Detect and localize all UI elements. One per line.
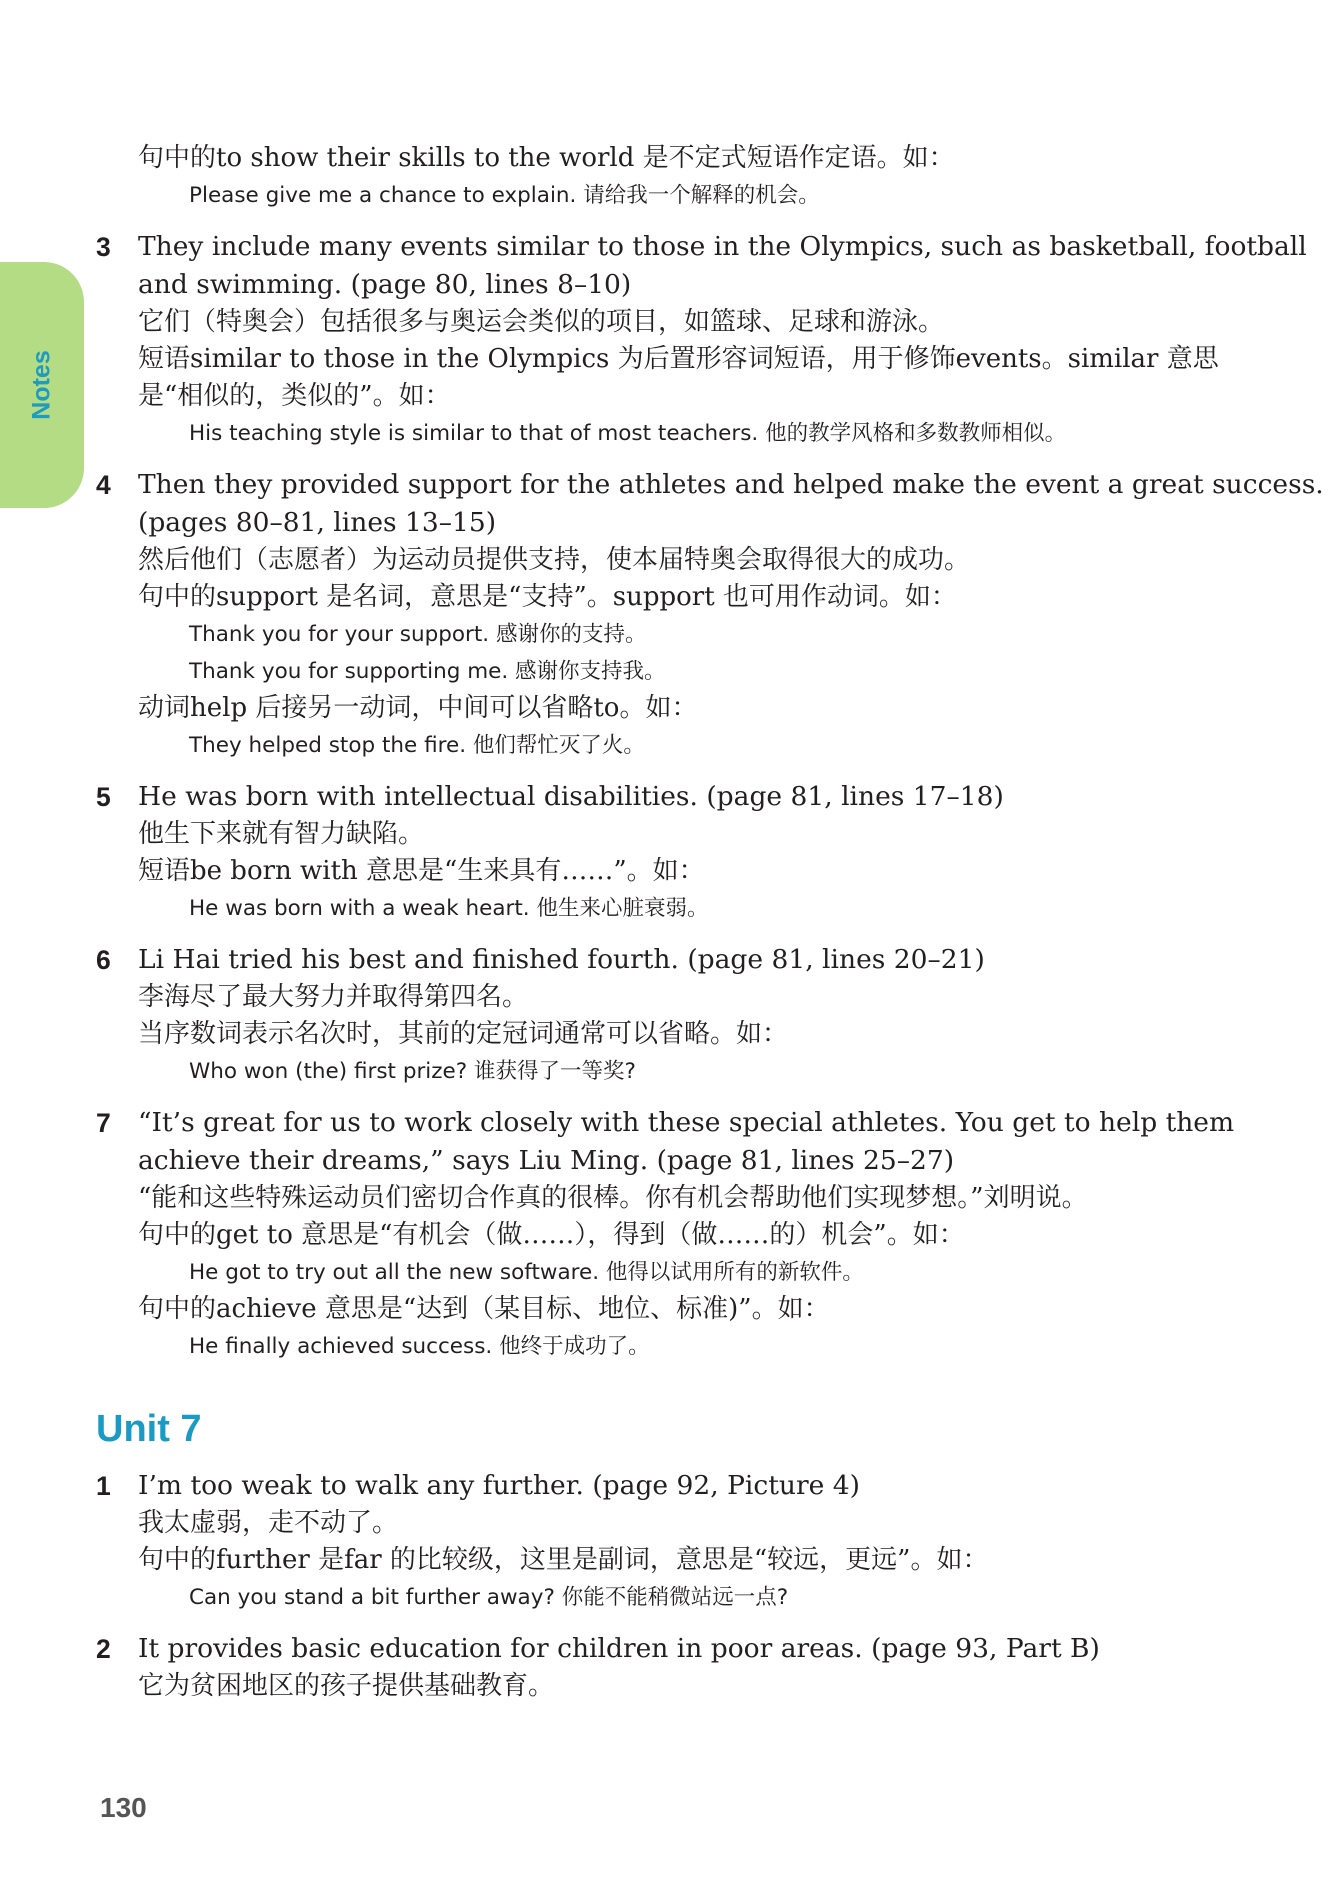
note-line: 动词help 后接另一动词，中间可以省略to。如： <box>138 693 698 723</box>
notes-side-tab <box>0 262 84 508</box>
source-sentence-line: It provides basic education for children in poor areas. (page 93, Part B) <box>138 1633 1100 1664</box>
note-item <box>96 466 1324 764</box>
note-number: 6 <box>96 945 111 975</box>
source-sentence-line: and swimming. (page 80, lines 8–10) <box>138 269 632 300</box>
note-line: 是“相似的，类似的”。如： <box>138 381 451 411</box>
note-number: 4 <box>96 470 111 500</box>
note-line: 句中的support 是名词，意思是“支持”。support 也可用作动词。如： <box>138 582 957 612</box>
source-sentence-line: He was born with intellectual disabilities. (page 81, lines 17–18) <box>138 781 1004 812</box>
note-line: 他生下来就有智力缺陷。 <box>138 819 425 849</box>
note-item <box>96 1630 1276 1705</box>
example-sentence: His teaching style is similar to that of most teachers. 他的教学风格和多数教师相似。 <box>189 421 1067 446</box>
example-sentence: Thank you for your support. 感谢你的支持。 <box>189 622 647 647</box>
note-number: 3 <box>96 232 111 262</box>
example-sentence: He finally achieved success. 他终于成功了。 <box>189 1334 650 1359</box>
example-sentence: Please give me a chance to explain. 请给我一个解释的机会。 <box>189 183 820 208</box>
note-line: 短语similar to those in the Olympics 为后置形容词短语，用于修饰events。similar 意思 <box>138 344 1219 374</box>
example-sentence: They helped stop the fire. 他们帮忙灭了火。 <box>189 733 645 758</box>
note-source-sentence <box>96 1104 1276 1180</box>
notes-tab-label: Notes <box>27 350 56 420</box>
note-line: 李海尽了最大努力并取得第四名。 <box>138 982 529 1012</box>
source-sentence-line: They include many events similar to those in the Olympics, such as basketball, football <box>138 231 1307 262</box>
example-sentence: He got to try out all the new software. 他得以试用所有的新软件。 <box>189 1260 864 1285</box>
note-line: “能和这些特殊运动员们密切合作真的很棒。你有机会帮助他们实现梦想。”刘明说。 <box>138 1183 1088 1213</box>
example-sentence: Can you stand a bit further away? 你能不能稍微站远一点? <box>189 1585 789 1610</box>
note-item <box>96 941 1276 1090</box>
unit6-notes-list <box>96 228 1324 1365</box>
note-line: 我太虚弱，走不动了。 <box>138 1508 399 1538</box>
note-source-sentence <box>96 941 1276 979</box>
notes-content <box>96 140 1324 1705</box>
note-line: 当序数词表示名次时，其前的定冠词通常可以省略。如： <box>138 1019 789 1049</box>
note-source-sentence <box>96 778 1276 816</box>
note-item <box>96 1104 1276 1365</box>
note-source-sentence <box>96 1630 1276 1668</box>
note-number: 2 <box>96 1634 111 1664</box>
note-number: 7 <box>96 1108 111 1138</box>
source-sentence-line: (pages 80–81, lines 13–15) <box>138 507 497 538</box>
note-source-sentence <box>96 228 1307 304</box>
source-sentence-line: Then they provided support for the athletes and helped make the event a great success. <box>138 469 1324 500</box>
source-sentence-line: Li Hai tried his best and finished fourth. (page 81, lines 20–21) <box>138 944 985 975</box>
note-source-sentence <box>96 1467 1276 1505</box>
source-sentence-line: “It’s great for us to work closely with these special athletes. You get to help them <box>138 1107 1235 1138</box>
note-item <box>96 228 1307 452</box>
unit7-heading: Unit 7 <box>96 1408 202 1450</box>
note-line: 然后他们（志愿者）为运动员提供支持，使本届特奥会取得很大的成功。 <box>138 545 971 575</box>
source-sentence-line: achieve their dreams,” says Liu Ming. (page 81, lines 25–27) <box>138 1145 955 1176</box>
note-line: 短语be born with 意思是“生来具有……”。如： <box>138 856 705 886</box>
page-number: 130 <box>100 1792 147 1823</box>
example-sentence: He was born with a weak heart. 他生来心脏衰弱。 <box>189 896 709 921</box>
note-line: 句中的further 是far 的比较级，这里是副词，意思是“较远，更远”。如： <box>138 1545 989 1575</box>
example-sentence: Who won (the) first prize? 谁获得了一等奖? <box>189 1059 636 1084</box>
example-sentence: Thank you for supporting me. 感谢你支持我。 <box>189 659 666 684</box>
note-line: 它为贫困地区的孩子提供基础教育。 <box>138 1671 555 1701</box>
note-line: 句中的to show their skills to the world 是不定式短语作定语。如： <box>138 143 955 173</box>
note-source-sentence <box>96 466 1324 542</box>
note-number: 1 <box>96 1471 111 1501</box>
note-line: 句中的achieve 意思是“达到（某目标、地位、标准)”。如： <box>138 1294 830 1324</box>
note-line: 它们（特奥会）包括很多与奥运会类似的项目，如篮球、足球和游泳。 <box>138 307 945 337</box>
note-number: 5 <box>96 782 111 812</box>
note-item <box>96 1467 1276 1616</box>
note-line: 句中的get to 意思是“有机会（做……），得到（做……的）机会”。如： <box>138 1220 965 1250</box>
note-item <box>96 778 1276 927</box>
source-sentence-line: I’m too weak to walk any further. (page 92, Picture 4) <box>138 1470 860 1501</box>
unit7-notes-list <box>96 1467 1276 1705</box>
